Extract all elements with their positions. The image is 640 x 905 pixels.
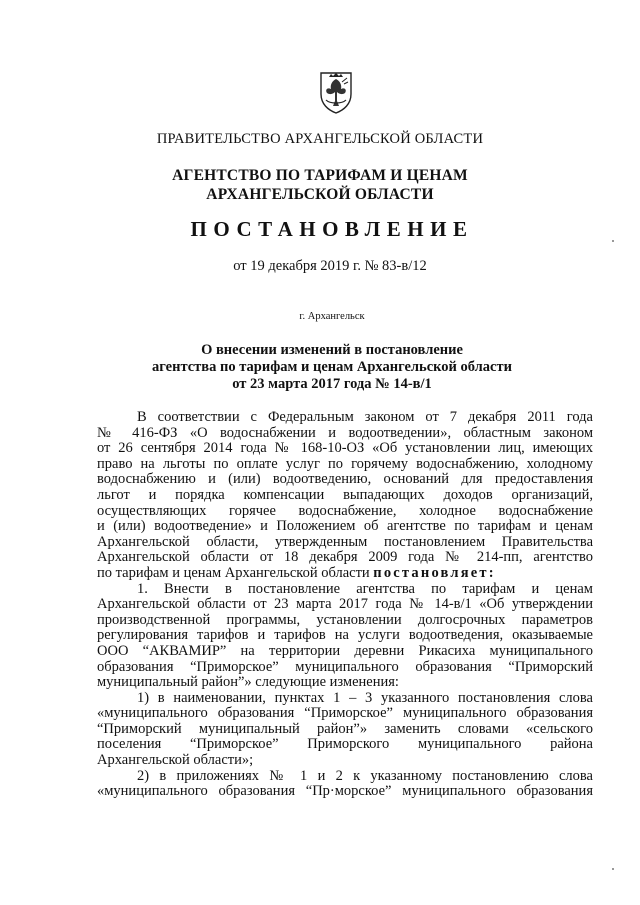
body-line: право на льготы по оплате услуг по горячему водоснабжению, холодному — [97, 455, 593, 472]
resolution-word: постановляет: — [373, 564, 496, 581]
subject-line-3: от 23 марта 2017 года № 14-в/1 — [232, 376, 432, 392]
document-body — [97, 410, 593, 800]
body-line-text: по тарифам и ценам Архангельской области — [97, 564, 374, 581]
body-line: 1. Внести в постановление агентства по тарифам и ценам — [137, 580, 593, 597]
body-line: Архангельской области от 18 декабря 2009 года № 214-пп, агентство — [97, 549, 593, 566]
agency-name-line-1: АГЕНТСТВО ПО ТАРИФАМ И ЦЕНАМ — [172, 167, 468, 184]
body-line: водоснабжению и (или) водоотведению, оснований для предоставления — [97, 471, 593, 488]
scan-dot — [612, 868, 614, 870]
body-line: производственной программы, установлении долгосрочных параметров — [97, 611, 593, 628]
scan-dot — [612, 240, 614, 242]
body-line: и (или) водоотведение» и Положением об агентстве по тарифам и ценам — [97, 518, 593, 535]
body-line: Архангельской области от 23 марта 2017 года № 14-в/1 «Об утверждении — [97, 596, 593, 613]
body-line: «муниципального образования “Приморское” муниципального образования — [97, 705, 593, 722]
body-line — [97, 566, 593, 582]
body-line: 1) в наименовании, пунктах 1 – 3 указанного постановления слова — [137, 689, 593, 706]
subject-line-2: агентства по тарифам и ценам Архангельской области — [152, 359, 512, 375]
body-line: «муниципального образования “Пр·морское” муниципального образования — [97, 783, 593, 800]
body-line: 2) в приложениях № 1 и 2 к указанному постановлению слова — [137, 767, 593, 784]
government-name: ПРАВИТЕЛЬСТВО АРХАНГЕЛЬСКОЙ ОБЛАСТИ — [156, 131, 484, 147]
date-and-number: от 19 декабря 2019 г. № 83-в/12 — [233, 258, 427, 274]
subject-line-1: О внесении изменений в постановление — [201, 342, 463, 358]
city-name: г. Архангельск — [299, 311, 365, 322]
body-line: ООО “АКВАМИР” на территории деревни Рикасиха муниципального — [97, 642, 593, 659]
body-line: осуществляющих горячее водоснабжение, холодное водоснабжение — [97, 502, 593, 519]
body-line: льгот и порядка компенсации выпадающих доходов организаций, — [97, 486, 593, 503]
body-line: муниципальный район”» следующие изменения: — [97, 674, 399, 691]
body-line: Архангельской области, утвержденным постановлением Правительства — [97, 533, 593, 550]
coat-of-arms-icon — [318, 70, 354, 114]
body-line: В соответствии с Федеральным законом от 7 декабря 2011 года — [137, 409, 593, 425]
document-type-title: ПОСТАНОВЛЕНИЕ — [190, 217, 474, 241]
body-line: Архангельской области»; — [97, 752, 254, 769]
body-line: регулирования тарифов и тарифов на услуги водоотведения, оказываемые — [97, 627, 593, 644]
agency-name-line-2: АРХАНГЕЛЬСКОЙ ОБЛАСТИ — [206, 186, 434, 203]
body-line: образования “Приморское” муниципального образования “Приморский — [97, 658, 593, 675]
body-line: “Приморский муниципальный район”» заменить словами «сельского — [97, 720, 593, 737]
body-line: поселения “Приморское” Приморского муниципального района — [97, 736, 593, 753]
body-line: от 26 сентября 2014 года № 168-10-ОЗ «Об установлении лиц, имеющих — [97, 440, 593, 457]
body-line: № 416-ФЗ «О водоснабжении и водоотведении», областным законом — [97, 424, 593, 441]
